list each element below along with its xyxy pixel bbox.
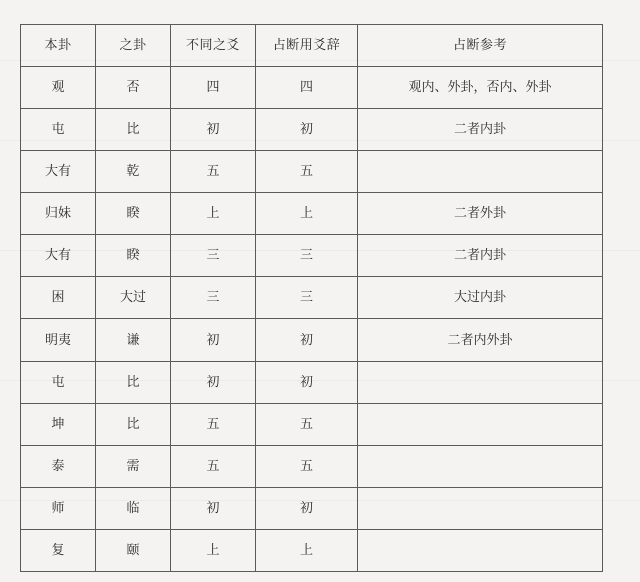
cell-reference bbox=[358, 151, 603, 193]
cell-line-text-used: 初 bbox=[256, 109, 358, 151]
cell-reference: 二者外卦 bbox=[358, 193, 603, 235]
cell-changing-line: 上 bbox=[171, 529, 256, 571]
cell-ben-gua: 困 bbox=[21, 277, 96, 319]
cell-changing-line: 初 bbox=[171, 487, 256, 529]
cell-line-text-used: 上 bbox=[256, 529, 358, 571]
cell-changing-line: 初 bbox=[171, 319, 256, 361]
header-zhi-gua: 之卦 bbox=[96, 25, 171, 67]
cell-zhi-gua: 睽 bbox=[96, 193, 171, 235]
cell-ben-gua: 屯 bbox=[21, 109, 96, 151]
cell-line-text-used: 初 bbox=[256, 487, 358, 529]
cell-zhi-gua: 临 bbox=[96, 487, 171, 529]
cell-reference: 观内、外卦，否内、外卦 bbox=[358, 67, 603, 109]
cell-ben-gua: 泰 bbox=[21, 445, 96, 487]
cell-zhi-gua: 谦 bbox=[96, 319, 171, 361]
cell-line-text-used: 五 bbox=[256, 445, 358, 487]
cell-line-text-used: 三 bbox=[256, 235, 358, 277]
hexagram-table bbox=[20, 24, 603, 572]
table-row bbox=[21, 319, 603, 361]
header-line-text-used: 占断用爻辞 bbox=[256, 25, 358, 67]
table-row bbox=[21, 487, 603, 529]
cell-reference: 二者内卦 bbox=[358, 109, 603, 151]
table-row bbox=[21, 151, 603, 193]
cell-reference: 二者内卦 bbox=[358, 235, 603, 277]
cell-changing-line: 五 bbox=[171, 445, 256, 487]
cell-reference bbox=[358, 445, 603, 487]
cell-ben-gua: 大有 bbox=[21, 235, 96, 277]
cell-ben-gua: 复 bbox=[21, 529, 96, 571]
cell-changing-line: 五 bbox=[171, 403, 256, 445]
cell-ben-gua: 明夷 bbox=[21, 319, 96, 361]
cell-zhi-gua: 睽 bbox=[96, 235, 171, 277]
cell-zhi-gua: 需 bbox=[96, 445, 171, 487]
header-reference: 占断参考 bbox=[358, 25, 603, 67]
table-row bbox=[21, 445, 603, 487]
header-changing-line: 不同之爻 bbox=[171, 25, 256, 67]
cell-ben-gua: 大有 bbox=[21, 151, 96, 193]
cell-ben-gua: 坤 bbox=[21, 403, 96, 445]
cell-ben-gua: 屯 bbox=[21, 361, 96, 403]
cell-changing-line: 四 bbox=[171, 67, 256, 109]
cell-line-text-used: 上 bbox=[256, 193, 358, 235]
cell-reference bbox=[358, 403, 603, 445]
table-row bbox=[21, 235, 603, 277]
table-row bbox=[21, 277, 603, 319]
cell-zhi-gua: 乾 bbox=[96, 151, 171, 193]
table-row bbox=[21, 403, 603, 445]
cell-zhi-gua: 颐 bbox=[96, 529, 171, 571]
cell-changing-line: 五 bbox=[171, 151, 256, 193]
cell-line-text-used: 初 bbox=[256, 319, 358, 361]
cell-ben-gua: 归妹 bbox=[21, 193, 96, 235]
cell-reference bbox=[358, 361, 603, 403]
cell-line-text-used: 初 bbox=[256, 361, 358, 403]
table-row bbox=[21, 67, 603, 109]
cell-changing-line: 初 bbox=[171, 361, 256, 403]
cell-changing-line: 初 bbox=[171, 109, 256, 151]
cell-changing-line: 三 bbox=[171, 277, 256, 319]
cell-reference: 二者内外卦 bbox=[358, 319, 603, 361]
cell-line-text-used: 五 bbox=[256, 151, 358, 193]
cell-changing-line: 三 bbox=[171, 235, 256, 277]
table-row bbox=[21, 529, 603, 571]
table-header-row bbox=[21, 25, 603, 67]
cell-ben-gua: 观 bbox=[21, 67, 96, 109]
cell-zhi-gua: 比 bbox=[96, 361, 171, 403]
table-row bbox=[21, 193, 603, 235]
cell-line-text-used: 五 bbox=[256, 403, 358, 445]
header-ben-gua: 本卦 bbox=[21, 25, 96, 67]
table-row bbox=[21, 109, 603, 151]
cell-reference: 大过内卦 bbox=[358, 277, 603, 319]
cell-zhi-gua: 比 bbox=[96, 109, 171, 151]
table-row bbox=[21, 361, 603, 403]
cell-reference bbox=[358, 487, 603, 529]
cell-changing-line: 上 bbox=[171, 193, 256, 235]
cell-zhi-gua: 否 bbox=[96, 67, 171, 109]
cell-zhi-gua: 比 bbox=[96, 403, 171, 445]
cell-reference bbox=[358, 529, 603, 571]
cell-line-text-used: 三 bbox=[256, 277, 358, 319]
cell-line-text-used: 四 bbox=[256, 67, 358, 109]
cell-zhi-gua: 大过 bbox=[96, 277, 171, 319]
cell-ben-gua: 师 bbox=[21, 487, 96, 529]
